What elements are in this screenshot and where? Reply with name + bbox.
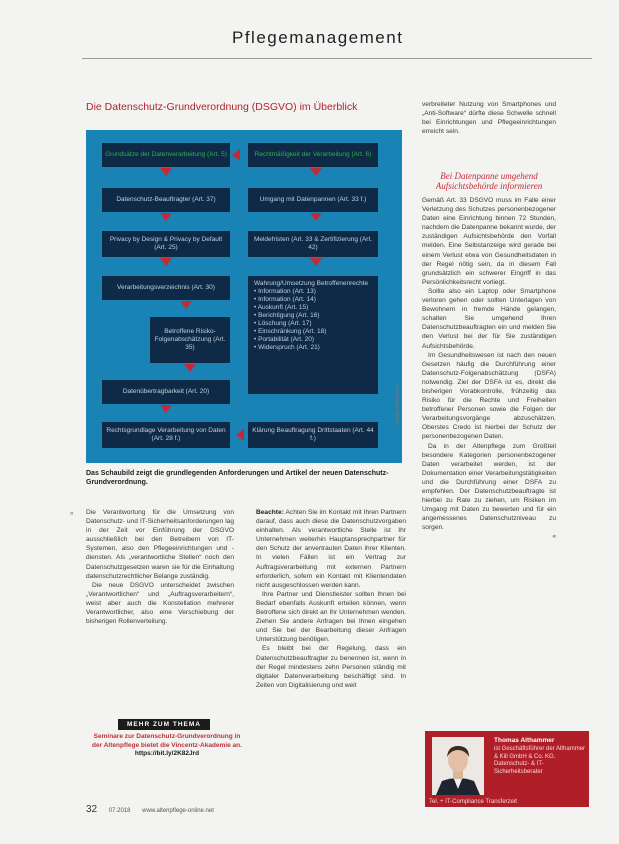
figure-credit: Grafik: Althammer	[395, 385, 401, 426]
arrow-left	[236, 429, 244, 441]
website: www.altenpflege-online.net	[142, 808, 214, 814]
box-privacy-by-design: Privacy by Design & Privacy by Default (Art. 25)	[102, 231, 230, 257]
lead-word: Beachte:	[256, 509, 284, 516]
issue-date: 07.2018	[108, 808, 131, 814]
box-grundsaetze: Grundsätze der Datenverarbeitung (Art. 5)	[102, 143, 230, 167]
continue-marker: »	[70, 511, 74, 517]
author-box	[425, 731, 589, 807]
arrow-down	[310, 213, 322, 221]
author-name: Thomas Althammer	[494, 737, 555, 744]
arrow-left	[232, 149, 240, 161]
figure-caption: Das Schaubild zeigt die grundlegenden Anforderungen und Artikel der neuen Datenschutz-Grundverordnung.	[86, 470, 389, 486]
author-note: Tel. + IT-Compliance Transferzeit	[429, 799, 517, 805]
page-footer	[86, 804, 224, 815]
more-link[interactable]: https://bit.ly/2K82Jrd	[134, 750, 200, 757]
box-rechtmaessigkeit: Rechtmäßigkeit der Verarbeitung (Art. 6)	[248, 143, 378, 167]
paragraph: Die Verantwortung für die Umsetzung von Datenschutz- und IT-Sicherheitsanforderungen lag in der Zeit vor Einführung der DSGVO ausschließlich bei den Betreibern von IT-Systemen, also den Pflegeeinrichtungen und -diensten. Als „verantwortliche Stellen“ noch den Datenschutzgesetzen waren sie für die Einhaltung datenschutzrechtlicher Belange zuständig.	[86, 509, 234, 580]
header-rule	[82, 58, 592, 59]
paragraph: Gemäß Art. 33 DSGVO muss im Falle einer Verletzung des Schutzes personenbezogener Daten eine Einrichtung binnen 72 Stunden, nachdem die Datenpanne bekannt wurde, der zuständigen Aufsichtsbehörde den Vorfall melden. Eine Selbstanzeige wird gerade bei einem Verlust etwa von Gesundheitsdaten in der Regel nötig sein, da in diesem Fall grundsätzlich ein schwerer Eingriff in das Persönlichkeitsrecht vorliegt.	[422, 197, 556, 286]
box-verarbeitungsverzeichnis: Verarbeitungsverzeichnis (Art. 30)	[102, 276, 230, 300]
author-photo	[432, 737, 484, 795]
paragraph: Es bleibt bei der Regelung, dass ein Datenschutzbeauftragter zu benennen ist, wenn in der Regel mindestens zehn Personen ständig mit digitaler Datenverarbeitung beschäftigt sind. In Zeiten von Digitalisierung und weit	[256, 645, 406, 689]
more-text: Seminare zur Datenschutz-Grundverordnung in der Altenpflege bietet die Vincentz-Akademie an.	[92, 733, 242, 749]
box-meldefristen: Meldefristen (Art. 33 & Zertifizierung (Art. 42)	[248, 231, 378, 257]
box-rechtsgrundlage: Rechtsgrundlage Verarbeitung von Daten (Art. 28 f.)	[102, 422, 230, 448]
box-betroffenenrechte: Wahrung/Umsetzung Betroffenenrechte • Information (Art. 13) • Information (Art. 14) • Auskunft (Art. 15) • Berichtigung (Art. 16) • Löschung (Art. 17) • Einschränkung (Art. 18) • Portabilität (Art. 20) • Widerspruch (Art. 21)	[248, 276, 378, 394]
end-mark: «	[552, 533, 556, 541]
box-folgenabschaetzung: Betroffene Risiko-Folgenabschätzung (Art. 35)	[150, 317, 230, 363]
page-number: 32	[86, 804, 98, 815]
dsgvo-diagram	[86, 130, 402, 463]
arrow-down	[310, 168, 322, 176]
paragraph: Im Gesundheitswesen ist nach den neuen Gesetzen häufig die Durchführung einer Datenschutz-Folgenabschätzung (DSFA) notwendig. Ziel der DSFA ist es, direkt die bisherigen Vorabkontrolle, frühzeitig das Risiko für die Rechte und Freiheiten betroffener Personen sowie die Folgen der Verarbeitungsvorgänge abzuschätzen. Oberstes Credo ist hierbei der Schutz der personenbezogenen Daten.	[422, 351, 556, 441]
box-drittstaaten: Klärung Beauftragung Drittstaaten (Art. 44 f.)	[248, 422, 378, 448]
more-info	[92, 733, 242, 759]
arrow-down	[184, 364, 196, 372]
paragraph: Sollte also ein Laptop oder Smartphone verloren gehen oder sollten Unterlagen von Bewohnern in fremde Hände gelangen, schalten Sie umgehend Ihren Datenschutzbeauftragten ein und melden Sie den Verlust bei der für Sie zuständigen Aufsichtsbehörde.	[422, 287, 556, 350]
arrow-down	[160, 405, 172, 413]
arrow-down	[160, 168, 172, 176]
page-header	[0, 0, 619, 64]
arrow-down	[160, 213, 172, 221]
right-column-top	[422, 100, 556, 136]
paragraph: Die neue DSGVO unterscheidet zwischen „Verantwortlichen“ und „Auftragsverarbeitern“, weist aber auch die Konstellation mehrerer Verantwortlicher, also eine Verschiebung der bisherigen Rollenverteilung.	[86, 581, 234, 626]
box-datenpannen: Umgang mit Datenpannen (Art. 33 f.)	[248, 188, 378, 212]
box-datenschutzbeauftragter: Datenschutz-Beauftragter (Art. 37)	[102, 188, 230, 212]
left-column	[86, 508, 234, 626]
section-title: Pflegemanagement	[232, 28, 404, 47]
more-label: MEHR ZUM THEMA	[118, 719, 210, 730]
arrow-down	[180, 301, 192, 309]
arrow-down	[310, 258, 322, 266]
right-column	[422, 196, 556, 542]
paragraph: Ihre Partner und Dienstleister sollten Ihnen bei Bedarf ebenfalls Auskunft erteilen können, wenn Betroffene sich direkt an Ihr Unternehmen wenden. Ziehen Sie andere Anfragen bei Ihnen eingehen und Sie bei der Bearbeitung dieser Anfragen Unterstützung benötigen.	[256, 590, 406, 644]
subheading: Bei Datenpanne umgehend Aufsichtsbehörde informieren	[435, 171, 543, 191]
author-bio: ist Geschäftsführer der Althammer & Kill GmbH & Co. KG. Datenschutz- & IT-Sicherheitsberater	[494, 746, 586, 775]
portrait-icon	[432, 737, 484, 795]
paragraph: Da in der Altenpflege zum Großteil besondere Kategorien personenbezogener Daten verarbeitet werden, ist der Dokumentation einer Verarbeitungstätigkeiten und die Durchführung einer DSFA zu empfehlen. Der Datenschutzbeauftragte ist hierbei zu Rate zu ziehen, um Risiken im Umgang mit Daten zu bewerten und für ein angemessenes Datenschutzniveau zu sorgen.	[422, 442, 556, 532]
paragraph: verbreiteter Nutzung von Smartphones und „Anti-Software“ dürfte diese Schwelle schnell bei Einrichtungen und Pflegeeinrichtungen erreicht sein.	[422, 101, 556, 136]
box-datenuebertragbarkeit: Datenübertragbarkeit (Art. 20)	[102, 380, 230, 404]
figure-title: Die Datenschutz-Grundverordnung (DSGVO) im Überblick	[86, 101, 358, 113]
arrow-down	[160, 258, 172, 266]
paragraph: Achten Sie im Kontakt mit Ihren Partnern darauf, dass auch diese die Datenschutzvorgaben einhalten. Als verantwortliche Stelle ist Ihr Unternehmen weiterhin Hauptansprechpartner für den Schutz der anvertrauten Daten ihrer Klienten. In vielen Fällen ist ein Vertrag zur Auftragsverarbeitung mit externen Partnern erforderlich, sofern ein Kontakt mit Klientendaten nicht ausgeschlossen werden kann.	[256, 509, 406, 589]
middle-column	[256, 508, 406, 690]
